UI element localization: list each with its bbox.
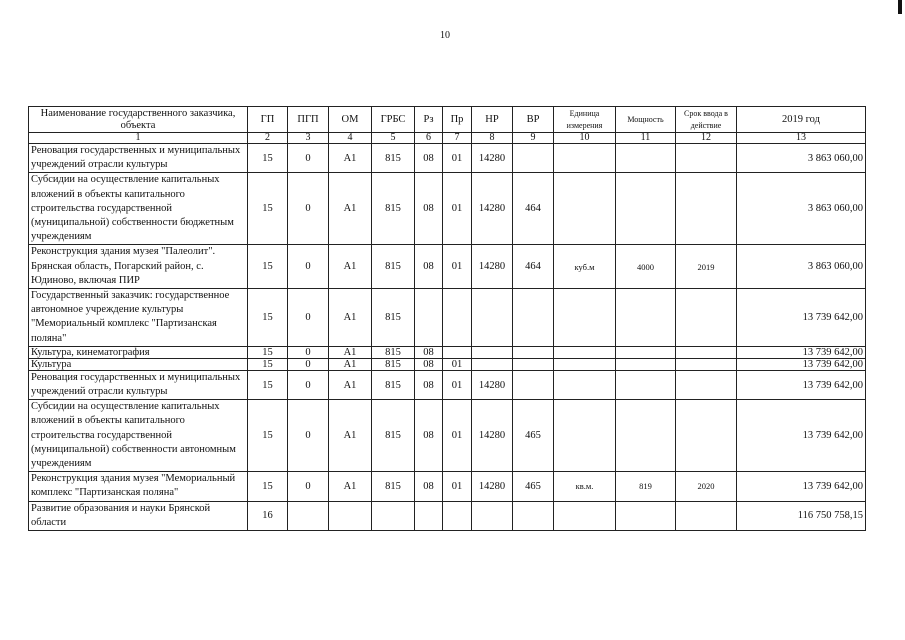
cell-unit [554,358,616,370]
cell-amount: 3 863 060,00 [737,173,866,245]
header-cell-om: ОМ [329,107,372,133]
cell-pgp: 0 [288,144,329,173]
cell-om: А1 [329,472,372,501]
cell-gp: 15 [248,173,288,245]
cell-vr [513,289,554,347]
cell-unit: кв.м. [554,472,616,501]
cell-nr: 14280 [472,370,513,399]
cell-pgp: 0 [288,400,329,472]
cell-name: Реконструкция здания музея "Палеолит". Брянская область, Погарский район, с. Юдиново, включая ПИР [29,245,248,289]
cell-nr: 14280 [472,472,513,501]
cell-amount: 116 750 758,15 [737,501,866,530]
cell-grbs: 815 [372,144,415,173]
cell-grbs [372,501,415,530]
cell-grbs: 815 [372,346,415,358]
cell-name: Развитие образования и науки Брянской области [29,501,248,530]
budget-table [28,106,866,531]
cell-nr: 14280 [472,400,513,472]
header-cell-pgp: ПГП [288,107,329,133]
cell-pr: 01 [443,144,472,173]
cell-unit: куб.м [554,245,616,289]
column-number: 5 [372,133,415,144]
cell-term [676,144,737,173]
cell-power [616,289,676,347]
column-number: 3 [288,133,329,144]
cell-amount: 13 739 642,00 [737,289,866,347]
header-cell-pr: Пр [443,107,472,133]
cell-rz [415,289,443,347]
cell-gp: 15 [248,400,288,472]
cell-pgp: 0 [288,472,329,501]
column-number: 13 [737,133,866,144]
cell-amount: 3 863 060,00 [737,144,866,173]
header-cell-rz: Рз [415,107,443,133]
header-cell-power: Мощность [616,107,676,133]
column-number: 7 [443,133,472,144]
cell-rz: 08 [415,472,443,501]
cell-om: А1 [329,245,372,289]
cell-grbs: 815 [372,289,415,347]
cell-name: Реновация государственных и муниципальных учреждений отрасли культуры [29,370,248,399]
header-cell-gp: ГП [248,107,288,133]
table-row [29,501,866,530]
column-number: 9 [513,133,554,144]
cell-name: Субсидии на осуществление капитальных вложений в объекты капитального строительства государственной (муниципальной) собственности бюджетным учреждениям [29,173,248,245]
cell-amount: 13 739 642,00 [737,358,866,370]
header-cell-unit: Единица измерения [554,107,616,133]
cell-power: 4000 [616,245,676,289]
cell-unit [554,346,616,358]
table-row [29,400,866,472]
table-row [29,289,866,347]
cell-om: А1 [329,289,372,347]
cell-power [616,144,676,173]
cell-gp: 15 [248,289,288,347]
cell-pr: 01 [443,245,472,289]
cell-grbs: 815 [372,358,415,370]
cell-pgp: 0 [288,173,329,245]
cell-term [676,370,737,399]
column-number: 6 [415,133,443,144]
cell-vr [513,144,554,173]
cell-grbs: 815 [372,245,415,289]
table-row [29,358,866,370]
cell-power [616,501,676,530]
cell-om: А1 [329,144,372,173]
cell-nr: 14280 [472,245,513,289]
cell-vr: 464 [513,245,554,289]
column-number: 12 [676,133,737,144]
cell-pgp [288,501,329,530]
cell-name: Субсидии на осуществление капитальных вложений в объекты капитального строительства государственной (муниципальной) собственности автономным учреждениям [29,400,248,472]
cell-vr [513,346,554,358]
cell-pr [443,346,472,358]
cell-pr: 01 [443,400,472,472]
cell-term [676,173,737,245]
cell-gp: 15 [248,358,288,370]
cell-unit [554,173,616,245]
cell-vr [513,358,554,370]
cell-rz: 08 [415,400,443,472]
cell-power [616,358,676,370]
cell-unit [554,144,616,173]
header-cell-grbs: ГРБС [372,107,415,133]
cell-gp: 15 [248,346,288,358]
cell-name: Реконструкция здания музея "Мемориальный комплекс "Партизанская поляна" [29,472,248,501]
column-number: 11 [616,133,676,144]
cell-term: 2020 [676,472,737,501]
cell-nr: 14280 [472,173,513,245]
cell-nr [472,346,513,358]
cell-rz: 08 [415,144,443,173]
cell-vr [513,370,554,399]
cell-pgp: 0 [288,289,329,347]
cell-term [676,358,737,370]
table-body [29,144,866,531]
cell-nr [472,501,513,530]
page-number: 10 [440,30,450,41]
cell-pgp: 0 [288,346,329,358]
cell-gp: 15 [248,245,288,289]
column-number: 4 [329,133,372,144]
cell-nr: 14280 [472,144,513,173]
cell-pr [443,289,472,347]
header-cell-term: Срок ввода в действие [676,107,737,133]
cell-grbs: 815 [372,400,415,472]
cell-rz: 08 [415,173,443,245]
header-cell-year: 2019 год [737,107,866,133]
cell-unit [554,370,616,399]
cell-pgp: 0 [288,245,329,289]
cell-term [676,346,737,358]
column-number-row [29,133,866,144]
cell-name: Культура, кинематография [29,346,248,358]
header-cell-vr: ВР [513,107,554,133]
cell-amount: 13 739 642,00 [737,370,866,399]
cell-grbs: 815 [372,472,415,501]
cell-rz: 08 [415,245,443,289]
cell-grbs: 815 [372,370,415,399]
cell-name: Государственный заказчик: государственное автономное учреждение культуры "Мемориальный комплекс "Партизанская поляна" [29,289,248,347]
column-number: 1 [29,133,248,144]
column-number: 2 [248,133,288,144]
cell-power [616,400,676,472]
cell-pgp: 0 [288,358,329,370]
cell-rz: 08 [415,358,443,370]
table-row [29,472,866,501]
cell-pr: 01 [443,358,472,370]
cell-vr: 464 [513,173,554,245]
header-cell-nr: НР [472,107,513,133]
cell-om: А1 [329,370,372,399]
cell-vr: 465 [513,472,554,501]
cell-amount: 13 739 642,00 [737,472,866,501]
cell-power [616,173,676,245]
table-row [29,370,866,399]
table-row [29,346,866,358]
cell-vr [513,501,554,530]
cell-gp: 15 [248,370,288,399]
cell-pgp: 0 [288,370,329,399]
cell-grbs: 815 [372,173,415,245]
cell-om [329,501,372,530]
cell-rz [415,501,443,530]
cell-nr [472,289,513,347]
cell-amount: 3 863 060,00 [737,245,866,289]
cell-unit [554,400,616,472]
cell-amount: 13 739 642,00 [737,346,866,358]
cell-om: А1 [329,346,372,358]
cell-term: 2019 [676,245,737,289]
cell-term [676,400,737,472]
table-row [29,245,866,289]
table-row [29,144,866,173]
cell-power [616,370,676,399]
cell-gp: 15 [248,144,288,173]
cell-om: А1 [329,358,372,370]
cell-name: Реновация государственных и муниципальных учреждений отрасли культуры [29,144,248,173]
cell-vr: 465 [513,400,554,472]
cell-pr: 01 [443,173,472,245]
cell-term [676,501,737,530]
table-row [29,173,866,245]
header-cell-name: Наименование государственного заказчика, объекта [29,107,248,133]
cell-pr: 01 [443,370,472,399]
column-number: 10 [554,133,616,144]
cell-rz: 08 [415,346,443,358]
cell-pr: 01 [443,472,472,501]
cell-om: А1 [329,400,372,472]
cell-om: А1 [329,173,372,245]
cell-unit [554,501,616,530]
cell-power [616,346,676,358]
column-number: 8 [472,133,513,144]
cell-amount: 13 739 642,00 [737,400,866,472]
scan-edge-mark [898,0,902,14]
cell-gp: 16 [248,501,288,530]
cell-pr [443,501,472,530]
header-row [29,107,866,133]
cell-unit [554,289,616,347]
cell-rz: 08 [415,370,443,399]
cell-nr [472,358,513,370]
cell-name: Культура [29,358,248,370]
cell-power: 819 [616,472,676,501]
cell-term [676,289,737,347]
cell-gp: 15 [248,472,288,501]
